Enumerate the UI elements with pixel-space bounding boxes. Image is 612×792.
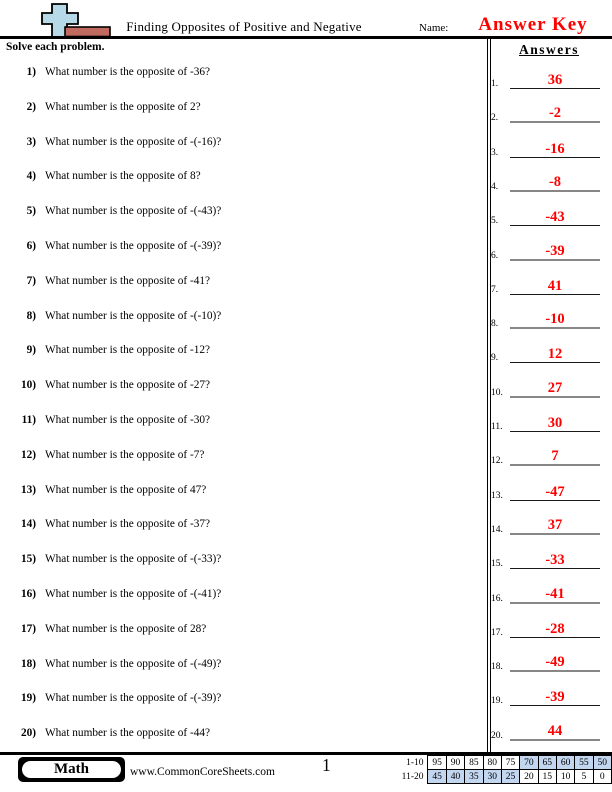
answer-number: 4.	[491, 181, 499, 192]
answer-row	[491, 448, 600, 466]
score-cell: 0	[593, 770, 611, 784]
answer-line	[510, 517, 600, 535]
answer-line	[510, 551, 600, 569]
answer-row	[491, 723, 600, 741]
answer-line	[510, 208, 600, 226]
question-text: What number is the opposite of -(-43)?	[45, 205, 222, 218]
answer-number: 12.	[491, 456, 503, 467]
score-cell: 65	[538, 756, 556, 770]
answer-value: -47	[545, 483, 565, 500]
question-number: 5)	[26, 205, 36, 218]
answer-row	[491, 517, 600, 535]
answer-number: 3.	[491, 147, 499, 158]
answer-value: -16	[545, 140, 565, 157]
answer-value: 44	[547, 722, 563, 739]
answer-value: -10	[545, 311, 565, 328]
question-text: What number is the opposite of -44?	[45, 727, 211, 740]
question-number: 2)	[26, 100, 36, 113]
answer-row	[491, 380, 600, 398]
subject-badge	[18, 757, 125, 782]
question-text: What number is the opposite of -7?	[45, 448, 205, 461]
answer-row	[491, 140, 600, 158]
question-number: 10)	[20, 379, 36, 392]
answer-value: 27	[547, 379, 563, 396]
score-cell: 10	[556, 770, 574, 784]
score-cell: 35	[465, 770, 483, 784]
answer-value: -41	[545, 585, 565, 602]
answer-row	[491, 311, 600, 329]
score-range-label: 1-10	[406, 757, 424, 768]
question-number: 19)	[20, 692, 36, 705]
answer-line	[510, 380, 600, 398]
answer-row	[491, 208, 600, 226]
answer-row	[491, 654, 600, 672]
answer-line	[510, 483, 600, 501]
score-cell: 95	[428, 756, 446, 770]
answer-line	[510, 448, 600, 466]
answer-row	[491, 174, 600, 192]
question-number: 20)	[20, 727, 36, 740]
score-cell: 30	[483, 770, 501, 784]
score-cell: 80	[483, 756, 501, 770]
answer-number: 18.	[491, 662, 503, 673]
score-cell: 50	[593, 756, 611, 770]
answer-value: -2	[548, 105, 562, 122]
answer-row	[491, 688, 600, 706]
score-cell: 15	[538, 770, 556, 784]
score-cell: 60	[556, 756, 574, 770]
answer-value: 7	[551, 448, 559, 465]
question-number: 7)	[26, 274, 36, 287]
question-number: 14)	[20, 518, 36, 531]
question-number: 18)	[20, 657, 36, 670]
question-number: 11)	[21, 414, 36, 426]
answer-value: 36	[547, 72, 563, 88]
question-text: What number is the opposite of -(-10)?	[45, 309, 222, 322]
answer-row	[491, 105, 600, 123]
answer-row	[491, 551, 600, 569]
question-text: What number is the opposite of -37?	[45, 518, 211, 531]
score-cell: 55	[575, 756, 593, 770]
answer-key-text: Answer Key	[478, 14, 588, 35]
question-text: What number is the opposite of -(-41)?	[45, 588, 222, 600]
answer-number: 8.	[491, 319, 499, 330]
question-number: 12)	[20, 448, 36, 461]
answer-number: 11.	[491, 422, 503, 432]
answer-row	[491, 345, 600, 363]
answer-number: 16.	[491, 593, 503, 604]
answer-value: -33	[545, 552, 565, 569]
question-text: What number is the opposite of -27?	[45, 379, 211, 392]
score-cell: 90	[446, 756, 464, 770]
question-number: 3)	[26, 135, 36, 148]
question-number: 16)	[20, 588, 36, 600]
answer-value: 30	[547, 415, 563, 431]
answer-number: 17.	[491, 627, 503, 638]
question-number: 17)	[20, 622, 36, 635]
answer-line	[510, 620, 600, 638]
website-text: www.CommonCoreSheets.com	[130, 766, 275, 778]
answer-line	[510, 174, 600, 192]
name-label: Name:	[419, 22, 449, 34]
answer-row	[491, 243, 600, 261]
answer-value: 12	[547, 346, 563, 363]
question-text: What number is the opposite of 47?	[45, 483, 207, 496]
score-cell: 45	[428, 770, 446, 784]
question-text: What number is the opposite of -30?	[45, 414, 211, 426]
page-number: 1	[322, 755, 331, 775]
answer-line	[510, 277, 600, 295]
answer-number: 5.	[491, 216, 499, 227]
question-number: 6)	[26, 240, 36, 252]
answer-number: 2.	[491, 113, 499, 124]
answer-row	[491, 414, 600, 432]
answer-number: 15.	[491, 559, 503, 570]
answer-value: -49	[545, 654, 565, 671]
question-text: What number is the opposite of -36?	[45, 66, 211, 78]
answer-number: 19.	[491, 696, 503, 707]
question-text: What number is the opposite of -12?	[45, 344, 211, 357]
score-cell: 20	[520, 770, 538, 784]
answer-row	[491, 586, 600, 604]
question-number: 8)	[26, 309, 36, 322]
score-cell: 75	[501, 756, 519, 770]
answer-value: -43	[545, 209, 565, 226]
answer-number: 7.	[491, 284, 499, 295]
answer-number: 9.	[491, 353, 499, 364]
answer-line	[510, 311, 600, 329]
score-table-row	[384, 756, 612, 770]
question-number: 9)	[26, 344, 36, 357]
answers-header: Answers	[519, 42, 579, 57]
answer-number: 10.	[491, 387, 503, 398]
score-cell: 25	[501, 770, 519, 784]
question-text: What number is the opposite of -(-16)?	[45, 135, 222, 148]
answer-line	[510, 688, 600, 706]
answer-line	[510, 586, 600, 604]
answer-line	[510, 345, 600, 363]
question-text: What number is the opposite of -(-49)?	[45, 657, 222, 670]
answer-value: -39	[545, 242, 565, 259]
answer-value: 37	[547, 516, 563, 533]
question-text: What number is the opposite of 2?	[45, 100, 201, 113]
answer-row	[491, 71, 600, 89]
answer-value: 41	[547, 277, 563, 294]
question-text: What number is the opposite of -41?	[45, 274, 211, 287]
answer-line	[510, 105, 600, 123]
answer-line	[510, 243, 600, 261]
score-cell: 70	[520, 756, 538, 770]
question-number: 4)	[26, 170, 36, 183]
answer-number: 1.	[491, 79, 499, 89]
answer-row	[491, 620, 600, 638]
question-number: 1)	[26, 66, 36, 78]
answer-line	[510, 723, 600, 741]
question-number: 13)	[20, 483, 36, 496]
answer-value: -8	[548, 173, 562, 190]
score-cell: 5	[575, 770, 593, 784]
score-table-row	[384, 770, 612, 784]
page-title: Finding Opposites of Positive and Negative	[126, 19, 362, 34]
answer-value: -39	[545, 689, 565, 706]
question-number: 15)	[20, 553, 36, 566]
answer-number: 14.	[491, 524, 503, 535]
answer-value: -28	[545, 620, 565, 637]
answer-number: 6.	[491, 250, 499, 261]
answer-number: 13.	[491, 490, 503, 501]
subject-label: Math	[20, 759, 123, 780]
question-text: What number is the opposite of 8?	[45, 170, 201, 183]
answer-line	[510, 140, 600, 158]
score-cell: 40	[446, 770, 464, 784]
answer-line	[510, 654, 600, 672]
score-cell: 85	[465, 756, 483, 770]
header-divider	[0, 36, 612, 39]
instructions-text: Solve each problem.	[6, 41, 105, 53]
answer-line	[510, 414, 600, 432]
answer-row	[491, 483, 600, 501]
answer-number: 20.	[491, 730, 503, 741]
answer-row	[491, 277, 600, 295]
question-text: What number is the opposite of -(-33)?	[45, 553, 222, 566]
score-range-label: 11-20	[401, 771, 424, 782]
question-text: What number is the opposite of -(-39)?	[45, 692, 222, 705]
score-table	[384, 755, 612, 784]
answer-line	[510, 71, 600, 89]
question-text: What number is the opposite of -(-39)?	[45, 240, 222, 252]
question-text: What number is the opposite of 28?	[45, 622, 207, 635]
